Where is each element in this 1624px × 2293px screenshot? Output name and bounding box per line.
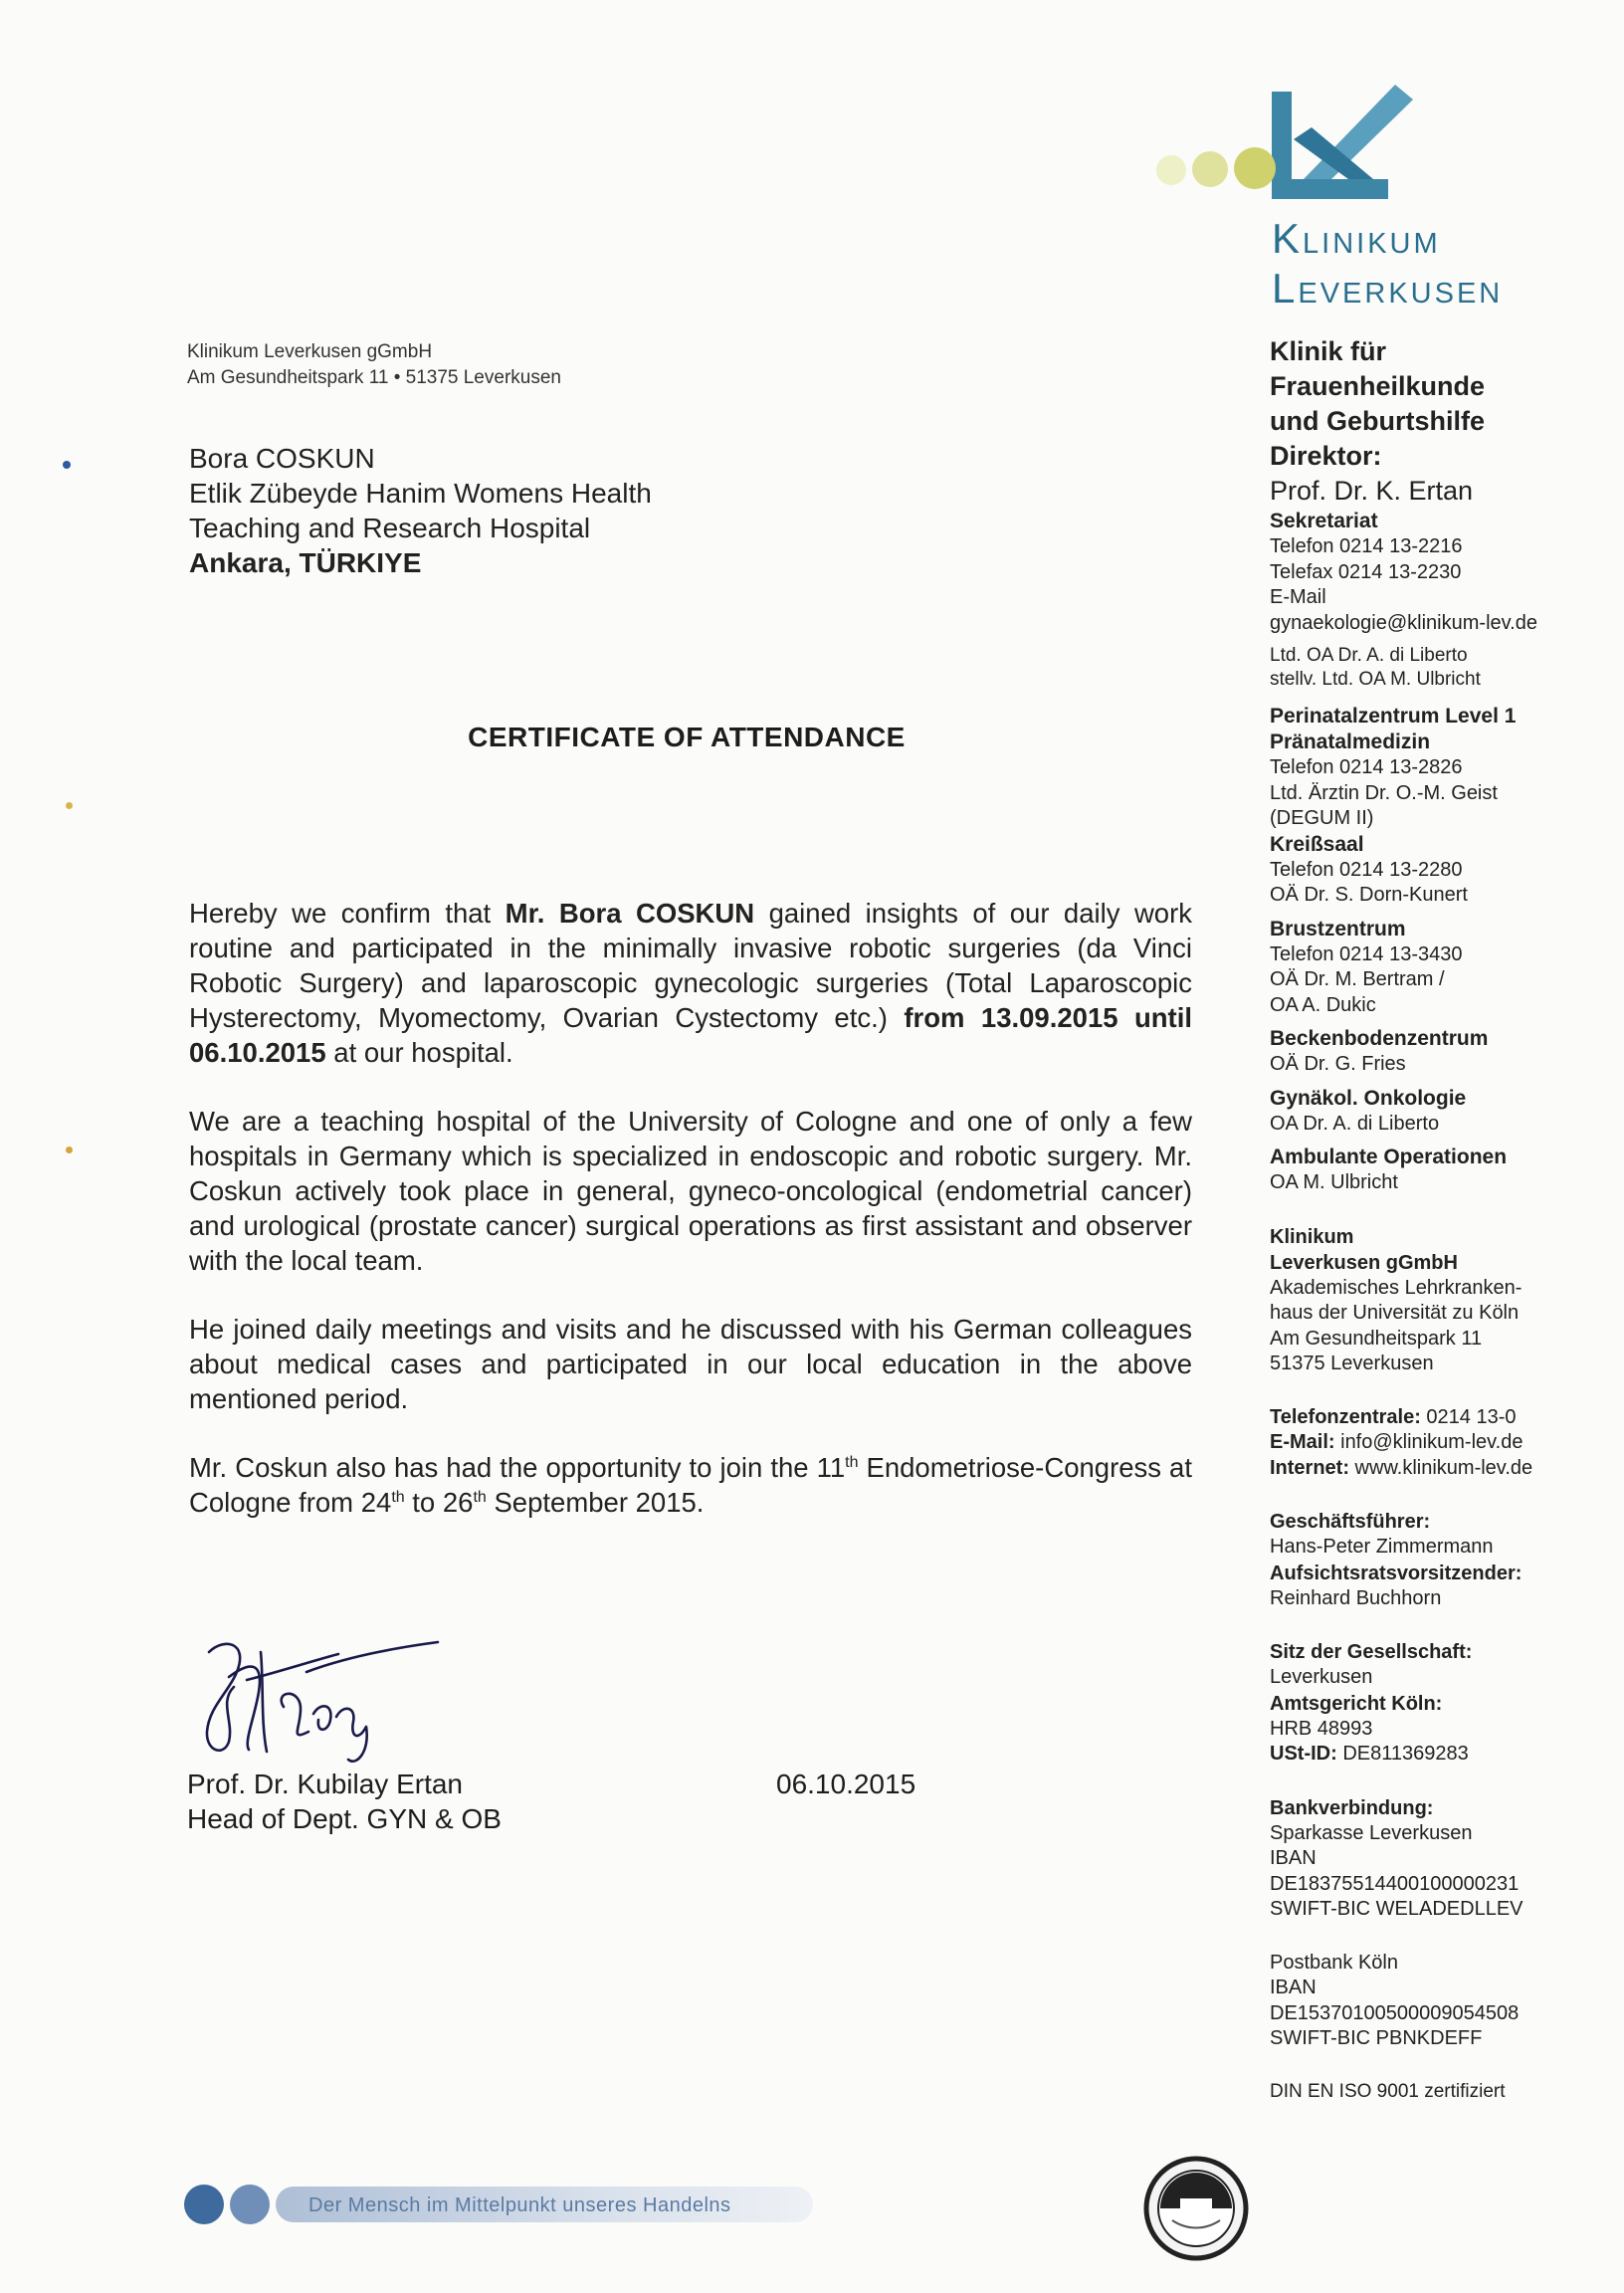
signatory-name: Prof. Dr. Kubilay Ertan [187, 1769, 464, 1799]
logo-mark-icon [1144, 40, 1423, 239]
logo-line-1: Klinikum [1272, 215, 1441, 262]
paragraph-4: Mr. Coskun also has had the opportunity to join the 11th Endometriose-Congress at Cologne from 24th to 26th September 2015. [189, 1452, 1192, 1518]
logo-line-2: Leverkusen [1272, 265, 1504, 312]
paragraph-3: He joined daily meetings and visits and he discussed with his German colleagues about medical cases and participated in our local education in the above mentioned period. [189, 1314, 1192, 1414]
recipient-city: Ankara, TÜRKIYE [189, 547, 422, 578]
paragraph-1: Hereby we confirm that Mr. Bora COSKUN gained insights of our daily work routine and participated in the minimally invasive robotic surgeries (da Vinci Robotic Surgery) and laparoscopic gynecologic surgeries (Total Laparoscopic Hysterectomy, Myomectomy, Ovarian Cystectomy etc.) from 13.09.2015 until 06.10.2015 at our hospital. [189, 898, 1193, 1068]
handwritten-signature [189, 1632, 468, 1772]
signatory [187, 1767, 502, 1836]
signature-date: 06.10.2015 [776, 1769, 916, 1799]
logo-wordmark [1272, 214, 1503, 313]
footer-slogan: Der Mensch im Mittelpunkt unseres Handelns [308, 2194, 731, 2216]
margin-dot [66, 1146, 73, 1153]
tuv-certification-seal-icon [1142, 2155, 1250, 2262]
clinic-email: gynaekologie@klinikum-lev.de [1270, 611, 1537, 634]
sender-address: Klinikum Leverkusen gGmbH Am Gesundheitspark 11 • 51375 Leverkusen [187, 341, 561, 388]
letterhead-sidebar: Klinik für Frauenheilkunde und Geburtshilfe Direktor: Prof. Dr. K. Ertan Sekretariat Telefon 0214 13-2216 Telefax 0214 13-2230 E-Mail gynaekologie@klinikum-lev.de Ltd. OA Dr. A. di Liberto stellv. Ltd. OA M. Ulbricht Perinatalzentrum Level 1 Pränatalmedizin Telefon 0214 13-2826 Ltd. Ärztin Dr. O.-M. Geist (DEGUM II) Kreißsaal Telefon 0214 13-2280 OÄ Dr. S. Dorn-Kunert Brustzentrum Telefon 0214 13-3430 OÄ Dr. M. Bertram / OA A. Dukic Beckenbodenzentrum OÄ Dr. G. Fries Gynäkol. Onkologie OA Dr. A. di Liberto Ambulante Operationen OA M. Ulbricht Klinikum Leverkusen gGmbH Akademisches Lehrkranken- haus der Universität zu Köln Am Gesundheitspark 11 51375 Leverkusen Telefonzentrale: 0214 13-0 E-Mail: info@klinikum-lev.de Internet: www.klinikum-lev.de Geschäftsführer: Hans-Peter Zimmermann Aufsichtsratsvorsitzender: Reinhard Buchhorn Sitz der Gesellschaft: Leverkusen Amtsgericht Köln: HRB 48993 USt-ID: DE811369283 Bankverbindung: Sparkasse Leverkusen IBAN DE18375514400100000231 SWIFT-BIC WELADEDLLEV Postbank Köln IBAN DE15370100500009054508 SWIFT-BIC PBNKDEFF DIN EN ISO 9001 zertifiziert [1270, 334, 1608, 2104]
recipient-address: Bora COSKUN Etlik Zübeyde Hanim Womens Health Teaching and Research Hospital Ankara, TÜRKIYE [189, 443, 652, 578]
letter-body [189, 896, 1192, 1554]
signatory-role: Head of Dept. GYN & OB [187, 1803, 502, 1834]
margin-dot [63, 461, 71, 469]
margin-dot [66, 802, 73, 809]
document-title: CERTIFICATE OF ATTENDANCE [468, 722, 906, 752]
footer-slogan-bar [184, 2183, 821, 2228]
iso-certification: DIN EN ISO 9001 zertifiziert [1270, 2080, 1506, 2102]
paragraph-2: We are a teaching hospital of the University of Cologne and one of only a few hospitals in Germany which is specialized in endoscopic and robotic surgery. Mr. Coskun actively took place in general, gyneco-oncological (endometrial cancer) and urological (prostate cancer) surgical operations as first assistant and observer with the local team. [189, 1106, 1192, 1276]
recipient-name: Bora COSKUN [189, 443, 375, 474]
